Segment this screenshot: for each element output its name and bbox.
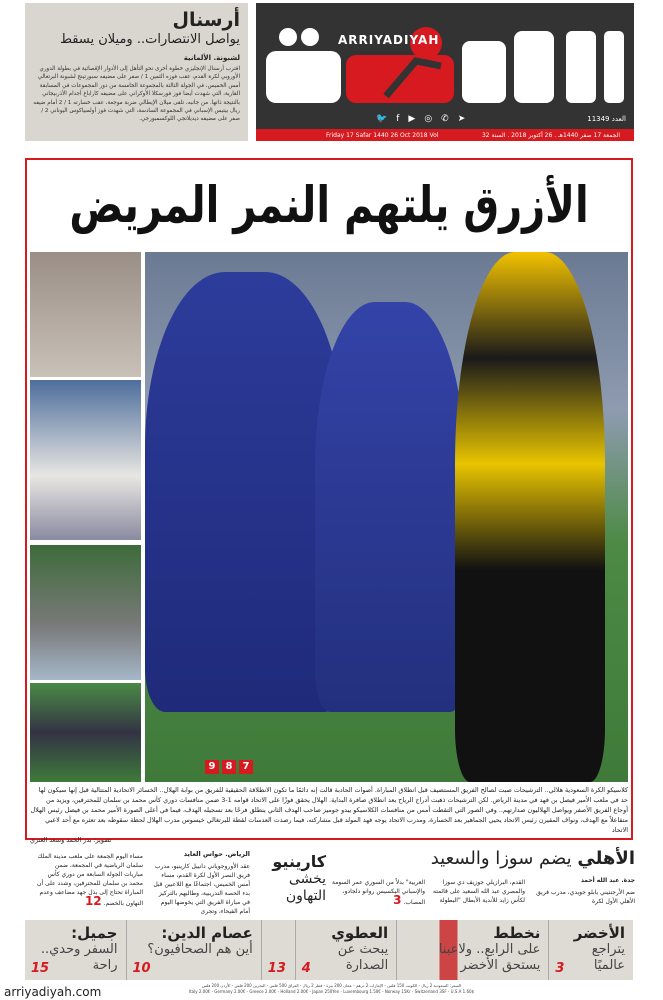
masthead — [256, 3, 634, 141]
youtube-icon[interactable]: ▶ — [408, 114, 416, 124]
strip-item[interactable]: نخطط على الرابع.. ولاعبنا يستحق الأخضر — [396, 920, 548, 980]
strip-item[interactable]: 13 — [261, 920, 295, 980]
nassr-col1: عقد الأوروجوياني دانييل كارينيو، مدرب فريق النصر الأول لكرة القدم، مساء أمس الخميس، اجتماعًا مع اللاعبين قبل بدء الحصة التدريبية، وطالبهم بالتركيز في مباراة الفريق التي يخوضها اليوم أمام الفيحاء، وتجرى — [153, 863, 250, 915]
thumbnail-president[interactable] — [30, 252, 141, 377]
arsenal-teaser[interactable] — [25, 3, 248, 141]
date-english: Friday 17 Safar 1440 26 Oct 2018 Vol — [326, 131, 439, 139]
ahli-col1: ضم الأرجنتيني بابلو جويدي، مدرب فريق الأهلي الأول لكرة — [536, 889, 635, 905]
ahli-col3: العربية" بدلاً من السوري عمر السومة والإسباني اليكسيس روانو دلجادو، المصاب. 3 — [332, 879, 425, 907]
nassr-title-rest: يخشى التهاون — [285, 871, 326, 904]
photo-numbers — [205, 760, 253, 774]
strip-item[interactable]: جميل: السفر وحدي.. راحة 15 — [31, 924, 118, 976]
facebook-icon[interactable]: f — [396, 114, 400, 124]
strip-item[interactable]: الأخضر يتراجع عالميًا 3 — [548, 920, 633, 980]
photo-number: 7 — [239, 760, 253, 774]
teaser-strip — [25, 920, 633, 980]
whatsapp-icon[interactable]: ✆ — [441, 114, 449, 124]
ahli-headline[interactable] — [330, 848, 635, 869]
photo-credit: تصوير: بدر الحمد وسعد العنزي — [30, 836, 112, 844]
prices-english: Italy 2.00€ - Germany 2.00€ - Greece 2.00€ - Holland 2.00€ - Japan 250Yen - Luxembourg 1.50€ - Norway 15Kr - Switzerland 3SF - U.S.A 1.60$ — [188, 989, 475, 994]
nassr-title-bold: كارينيو — [272, 852, 326, 871]
instagram-icon[interactable]: ◎ — [424, 114, 433, 124]
prices-arabic: السعر: السعودية 2 ريال - الكويت 150 فلس - الإمارات 2 درهم - عمان 200 بيزة - قطر 2 ريال - العراق 500 فلس - البحرين 200 فلس - الأردن 200 فلس — [201, 983, 462, 988]
teaser-subtitle: يواصل الانتصارات.. وميلان يسقط — [59, 32, 240, 47]
main-headline[interactable]: الأزرق يلتهم النمر المريض — [69, 176, 589, 234]
teaser-title: أرسنال — [172, 9, 240, 31]
nassr-byline: الرياض. حواس العايد — [183, 850, 250, 858]
photo-number: 8 — [222, 760, 236, 774]
player-figure — [455, 252, 605, 782]
twitter-icon[interactable]: 🐦 — [376, 114, 388, 124]
date-band — [256, 129, 634, 141]
ahli-title-rest: يضم سوزا والسعيد — [430, 848, 572, 869]
thumbnail-coach[interactable] — [30, 545, 141, 680]
telegram-icon[interactable]: ➤ — [457, 114, 466, 124]
thumbnail-fall[interactable] — [30, 683, 141, 782]
watermark: arriyadiyah.com — [4, 985, 102, 999]
page-ref: 3 — [393, 893, 402, 907]
ahli-title-bold: الأهلي — [577, 848, 635, 869]
newspaper-logo — [266, 21, 626, 107]
main-caption — [30, 785, 628, 845]
thumbnail-official[interactable] — [30, 380, 141, 540]
english-name: ARRIYADIYAH — [338, 33, 440, 47]
teaser-byline: لشبونة. الألمانية — [183, 54, 240, 62]
player-figure — [315, 302, 465, 712]
caption-text: كلاسيكو الكرة السعودية هلالي.. الترشيحات صبت لصالح الفريق المستضيف قبل انطلاق المباراة. أصوات الحادبة قالت إنه دائمًا ما تكون الانطلاقة الحقيقية للفريق من بوابة الهلال.. الخسائر الاتحادية المتتالية قبل إنها سيكون لها حد في ملعب الأمير فيصل بن فهد في مدينة الرياض. لكن الترشيحات ذهبت أدراج الرياح بعد انطلاق صافرة البداية. الهلال يحقق فوزًا على الاتحاد قوامه 1-3 ضمن منافسات دوري كأس محمد بن سلمان للمحترفين، ويزيد من أوجاع الفريق الأصفر ويواصل الهلاليون صدارتهم.. وفي الصور التي التقطت أمس من منافسات الكلاسيكو يبدو جوميز صاحب الهدف الثاني ينطلق فرحًا بعد تسجيله الهدف، فيما في أعلى الصورة الأمير محمد بن فيصل رئيس الهلال متفاعلاً مع الهدف، ونواف المقيرن رئيس الاتحاد يحيي الجماهير بعد الخسارة، ومدرب الاتحاد يوجه فهد المولد قبل مشاركته، فيما رصدت العدسات لقطة للبرتغالي خيسوس مدرب الهلال لحظة سقوطه بعد تعثره مع أحد لاعبي الاتحاد — [30, 786, 628, 834]
ahli-col2: القدم، البرازيلي جوزيف دي سوزا والمصري عبد الله السعيد على قائمته لكأس زايد للأندية الأبطال "البطولة — [433, 879, 525, 904]
issue-number: العدد 11349 — [587, 115, 626, 123]
strip-item[interactable]: عصام الدين: أين هم الصحافيون؟ 10 — [126, 920, 261, 980]
strip-item[interactable]: العطوي يبحث عن الصدارة 4 — [295, 920, 397, 980]
social-icons — [376, 114, 465, 124]
nassr-col2: مساء اليوم الجمعة على ملعب مدينة الملك سلمان الرياضية في المجمعة، ضمن مباريات الجولة السابعة من دوري كأس محمد بن سلمان للمحترفين، وشدد على أن المباراة تحتاج إلى بذل جهد مضاعف وعدم التهاون بالخصم. 12 — [37, 853, 143, 908]
nassr-headline[interactable] — [258, 852, 326, 905]
ahli-byline: جدة. عبد الله أحمد — [580, 877, 635, 884]
page-ref: 12 — [84, 894, 102, 908]
date-arabic: الجمعة 17 صفر 1440هـ . 26 أكتوبر 2018 . السنة 32 — [481, 131, 620, 139]
photo-number: 9 — [205, 760, 219, 774]
main-photo[interactable] — [145, 252, 628, 782]
teaser-body: اقترب أرسنال الإنجليزي خطوة أخرى نحو التأهل إلى الأدوار الإقصائية في بطولة الدوري الأوروبي لكرة القدم، عقب فوزه الثمين 1 / صفر على مضيفه سبورتينج لشبونة البرتغالي أمس الخميس، في الجولة الثالثة بالمجموعة الخامسة من دور المجموعات في المسابقة القارية، التي شهدت أيضا فوز فورسكلا الأوكراني على مضيفه كاراباغ أجدام الأذربيجاني بالنتيجة ذاتها. من جانبه، تلقى ميلان الإيطالي ضربة موجعة، عقب خسارته 1 / 2 أمام ضيفه ريال بيتيس الإسباني في المجموعة السادسة، التي شهدت فوز أولمبياكوس اليوناني 2 / صفر على مضيفه ديديلانجي اللوكسمبورجي. — [33, 66, 240, 123]
